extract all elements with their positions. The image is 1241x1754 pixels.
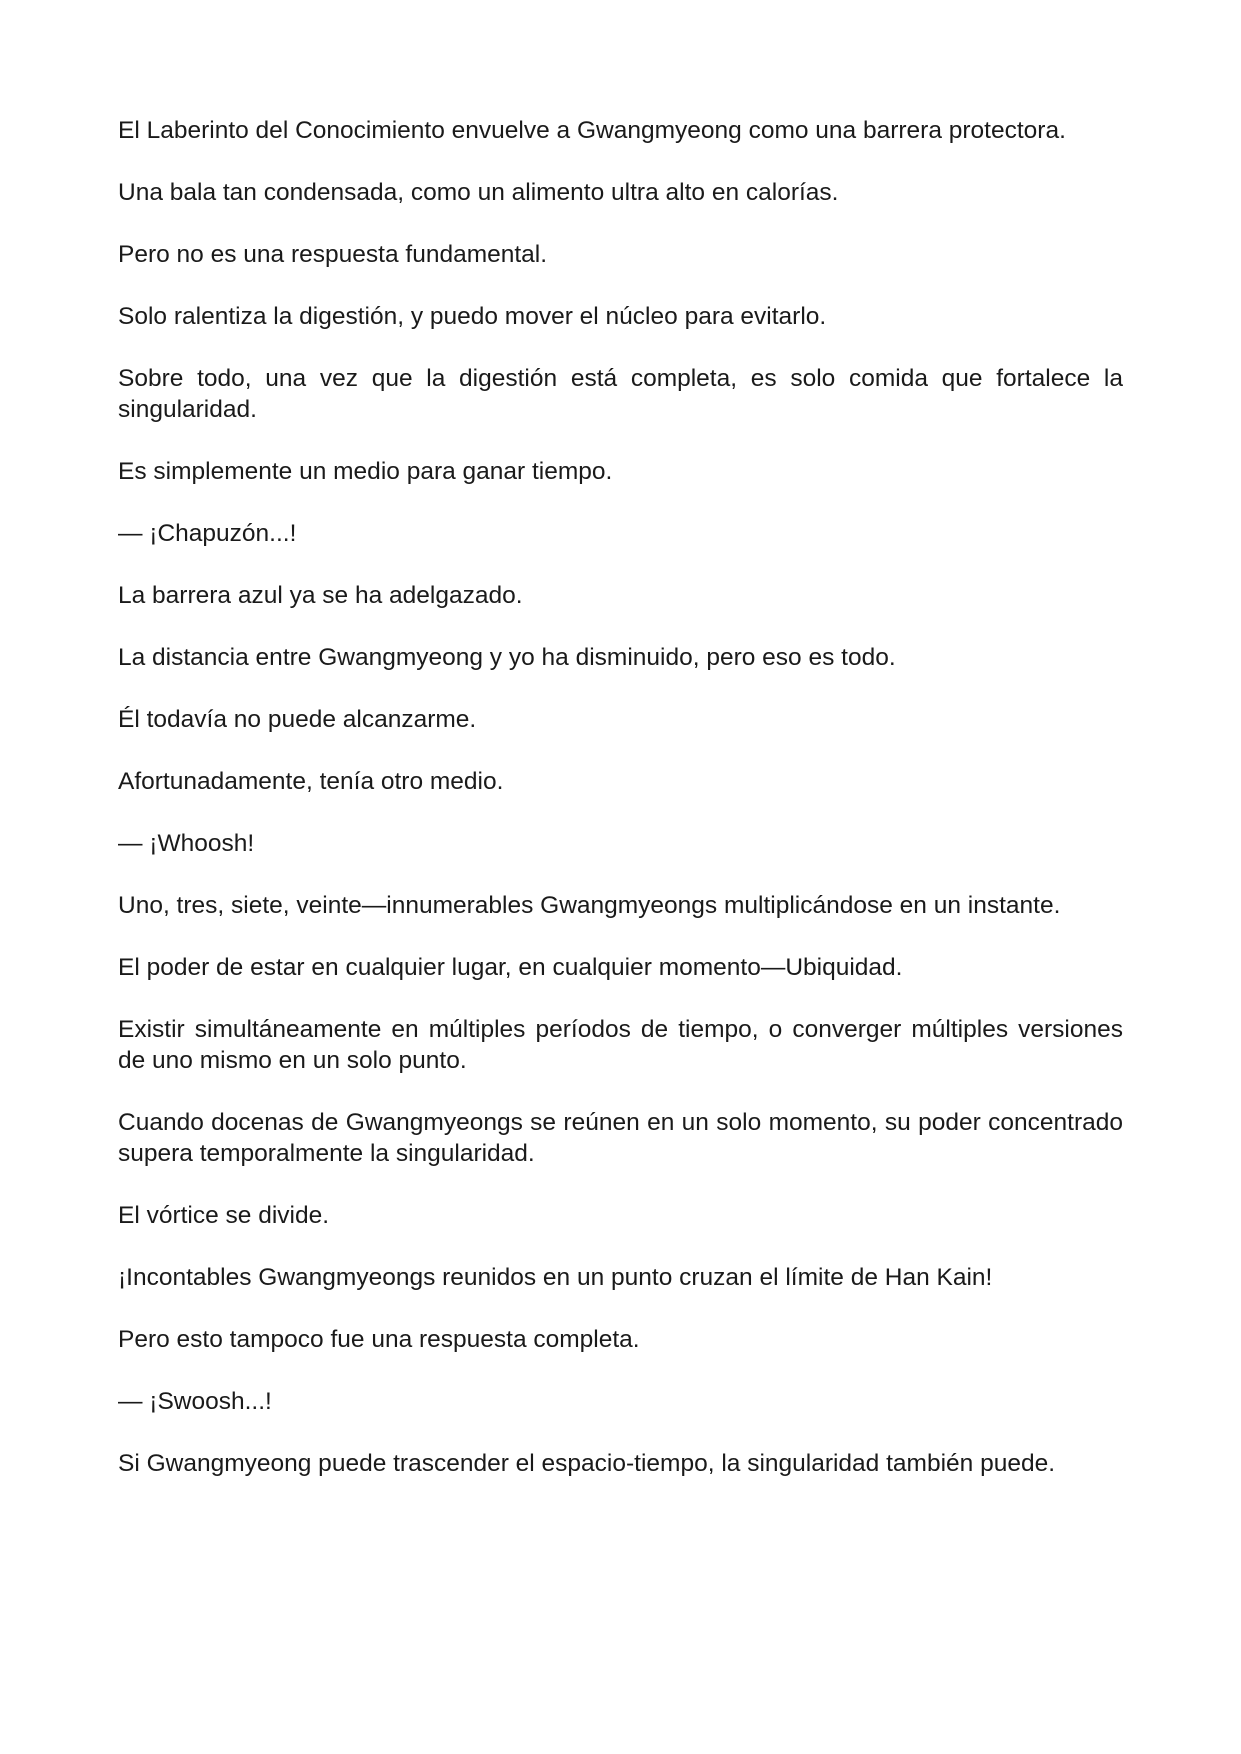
dialogue-line: — ¡Whoosh! — [118, 830, 255, 857]
paragraph: Si Gwangmyeong puede trascender el espacio-tiempo, la singularidad también puede. — [118, 1450, 1056, 1477]
paragraph: Una bala tan condensada, como un alimento ultra alto en calorías. — [118, 179, 839, 206]
paragraph: La barrera azul ya se ha adelgazado. — [118, 582, 523, 609]
paragraph: El poder de estar en cualquier lugar, en cualquier momento—Ubiquidad. — [118, 954, 903, 981]
paragraph: Él todavía no puede alcanzarme. — [118, 706, 477, 733]
paragraph: Sobre todo, una vez que la digestión está completa, es solo comida que fortalece la singularidad. — [118, 365, 1123, 423]
paragraph: Es simplemente un medio para ganar tiempo. — [118, 458, 613, 485]
paragraph: Uno, tres, siete, veinte—innumerables Gwangmyeongs multiplicándose en un instante. — [118, 892, 1061, 919]
paragraph: El vórtice se divide. — [118, 1202, 330, 1229]
paragraph: El Laberinto del Conocimiento envuelve a Gwangmyeong como una barrera protectora. — [118, 117, 1066, 144]
paragraph: La distancia entre Gwangmyeong y yo ha disminuido, pero eso es todo. — [118, 644, 896, 671]
paragraph: ¡Incontables Gwangmyeongs reunidos en un punto cruzan el límite de Han Kain! — [118, 1264, 993, 1291]
dialogue-line: — ¡Swoosh...! — [118, 1388, 272, 1415]
paragraph: Afortunadamente, tenía otro medio. — [118, 768, 504, 795]
paragraph: Pero no es una respuesta fundamental. — [118, 241, 548, 268]
paragraph: Existir simultáneamente en múltiples períodos de tiempo, o converger múltiples versiones de uno mismo en un solo punto. — [118, 1016, 1123, 1074]
paragraph: Pero esto tampoco fue una respuesta completa. — [118, 1326, 640, 1353]
dialogue-line: — ¡Chapuzón...! — [118, 520, 297, 547]
paragraph: Cuando docenas de Gwangmyeongs se reúnen en un solo momento, su poder concentrado supera temporalmente la singularidad. — [118, 1109, 1123, 1167]
document-body — [118, 115, 1123, 1510]
paragraph: Solo ralentiza la digestión, y puedo mover el núcleo para evitarlo. — [118, 303, 827, 330]
